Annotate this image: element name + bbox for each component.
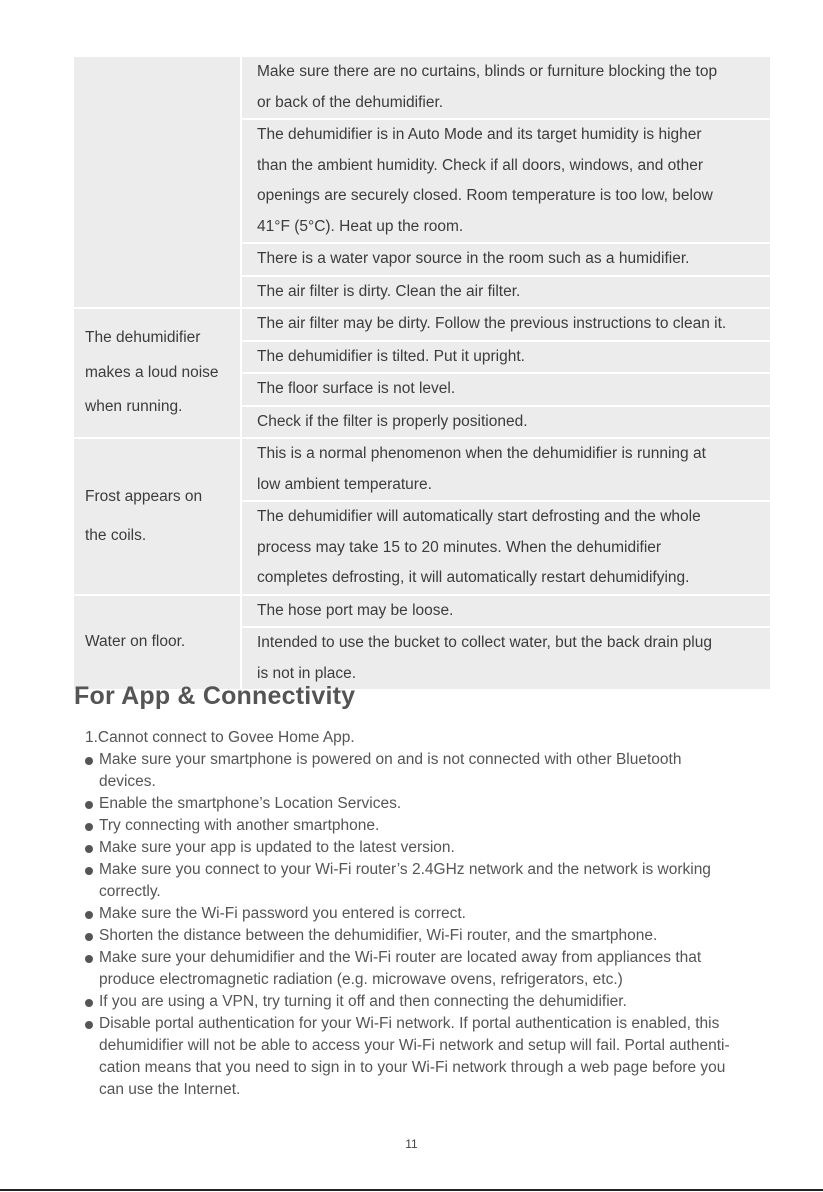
solution-row: The dehumidifier will automatically start defrosting and the whole process may take 15 to 20 minutes. When the dehumidifier completes defrosting, it will automatically restart dehumidifying. xyxy=(242,502,770,594)
bullet-icon xyxy=(85,911,93,919)
list-item xyxy=(85,749,795,793)
list-item-text: Make sure your smartphone is powered on and is not connected with other Bluetooth devices. xyxy=(99,751,682,790)
list-item-text: Make sure your app is updated to the latest version. xyxy=(99,839,455,856)
problem-text: Frost appears on the coils. xyxy=(85,488,203,545)
problem-text: The dehumidifier makes a loud noise when running. xyxy=(85,329,219,416)
solution-column xyxy=(242,57,770,307)
table-group xyxy=(74,57,770,307)
solution-row: The dehumidifier is tilted. Put it upright. xyxy=(242,342,770,373)
solution-row: The air filter is dirty. Clean the air filter. xyxy=(242,277,770,308)
list-item-text: Enable the smartphone’s Location Services. xyxy=(99,795,402,812)
list-item xyxy=(85,1013,795,1101)
bullet-icon xyxy=(85,1021,93,1029)
bullet-icon xyxy=(85,933,93,941)
table-group xyxy=(74,439,770,594)
solution-row: Make sure there are no curtains, blinds or furniture blocking the top or back of the dehumidifier. xyxy=(242,57,770,118)
troubleshooting-table xyxy=(74,57,770,691)
bullet-icon xyxy=(85,801,93,809)
problem-cell xyxy=(74,596,240,690)
list-item-text: Make sure your dehumidifier and the Wi-Fi router are located away from appliances that produce electromagnetic radiation (e.g. microwave ovens, refrigerators, etc.) xyxy=(99,949,702,988)
list-item xyxy=(85,991,795,1013)
list-item-text: If you are using a VPN, try turning it off and then connecting the dehumidifier. xyxy=(99,993,627,1010)
list-item xyxy=(85,947,795,991)
solution-row: There is a water vapor source in the room such as a humidifier. xyxy=(242,244,770,275)
problem-cell xyxy=(74,439,240,594)
app-connectivity-section xyxy=(85,727,795,1101)
table-group xyxy=(74,596,770,690)
bullet-icon xyxy=(85,955,93,963)
list-item-text: Try connecting with another smartphone. xyxy=(99,817,380,834)
list-item xyxy=(85,859,795,903)
solution-row: The dehumidifier is in Auto Mode and its target humidity is higher than the ambient humidity. Check if all doors, windows, and other openings are securely closed. Room temperature is too low, below 41°F (5°C). Heat up the room. xyxy=(242,120,770,242)
list-item xyxy=(85,837,795,859)
solution-column xyxy=(242,439,770,594)
solution-row: Intended to use the bucket to collect water, but the back drain plug is not in place. xyxy=(242,628,770,689)
issue-heading: 1.Cannot connect to Govee Home App. xyxy=(85,729,355,746)
solution-row: Check if the filter is properly positioned. xyxy=(242,407,770,438)
list-item xyxy=(85,793,795,815)
table-group xyxy=(74,309,770,437)
bullet-icon xyxy=(85,999,93,1007)
solution-row: The air filter may be dirty. Follow the previous instructions to clean it. xyxy=(242,309,770,340)
problem-cell xyxy=(74,309,240,437)
list-item-text: Make sure the Wi-Fi password you entered is correct. xyxy=(99,905,466,922)
list-item-text: Shorten the distance between the dehumidifier, Wi-Fi router, and the smartphone. xyxy=(99,927,658,944)
problem-text: Water on floor. xyxy=(85,633,186,650)
solution-row: The hose port may be loose. xyxy=(242,596,770,627)
bullet-icon xyxy=(85,845,93,853)
bullet-icon xyxy=(85,823,93,831)
list-item xyxy=(85,815,795,837)
list-item xyxy=(85,903,795,925)
list-item-text: Make sure you connect to your Wi-Fi router’s 2.4GHz network and the network is working correctly. xyxy=(99,861,711,900)
solution-column xyxy=(242,309,770,437)
solution-row: This is a normal phenomenon when the dehumidifier is running at low ambient temperature. xyxy=(242,439,770,500)
bullet-icon xyxy=(85,867,93,875)
solution-row: The floor surface is not level. xyxy=(242,374,770,405)
bullet-icon xyxy=(85,757,93,765)
solution-column xyxy=(242,596,770,690)
section-title: For App & Connectivity xyxy=(74,682,356,710)
tips-list xyxy=(85,749,795,1101)
bottom-divider xyxy=(0,1189,823,1191)
problem-cell xyxy=(74,57,240,307)
list-item-text: Disable portal authentication for your Wi-Fi network. If portal authentication is enabled, this dehumidifier will not be able to access your Wi-Fi network and setup will fail. Portal authenti- cation means that you need to sign in to your Wi-Fi network through a web page before you can use the Internet. xyxy=(99,1015,730,1098)
page-number: 11 xyxy=(405,1137,418,1151)
list-item xyxy=(85,925,795,947)
